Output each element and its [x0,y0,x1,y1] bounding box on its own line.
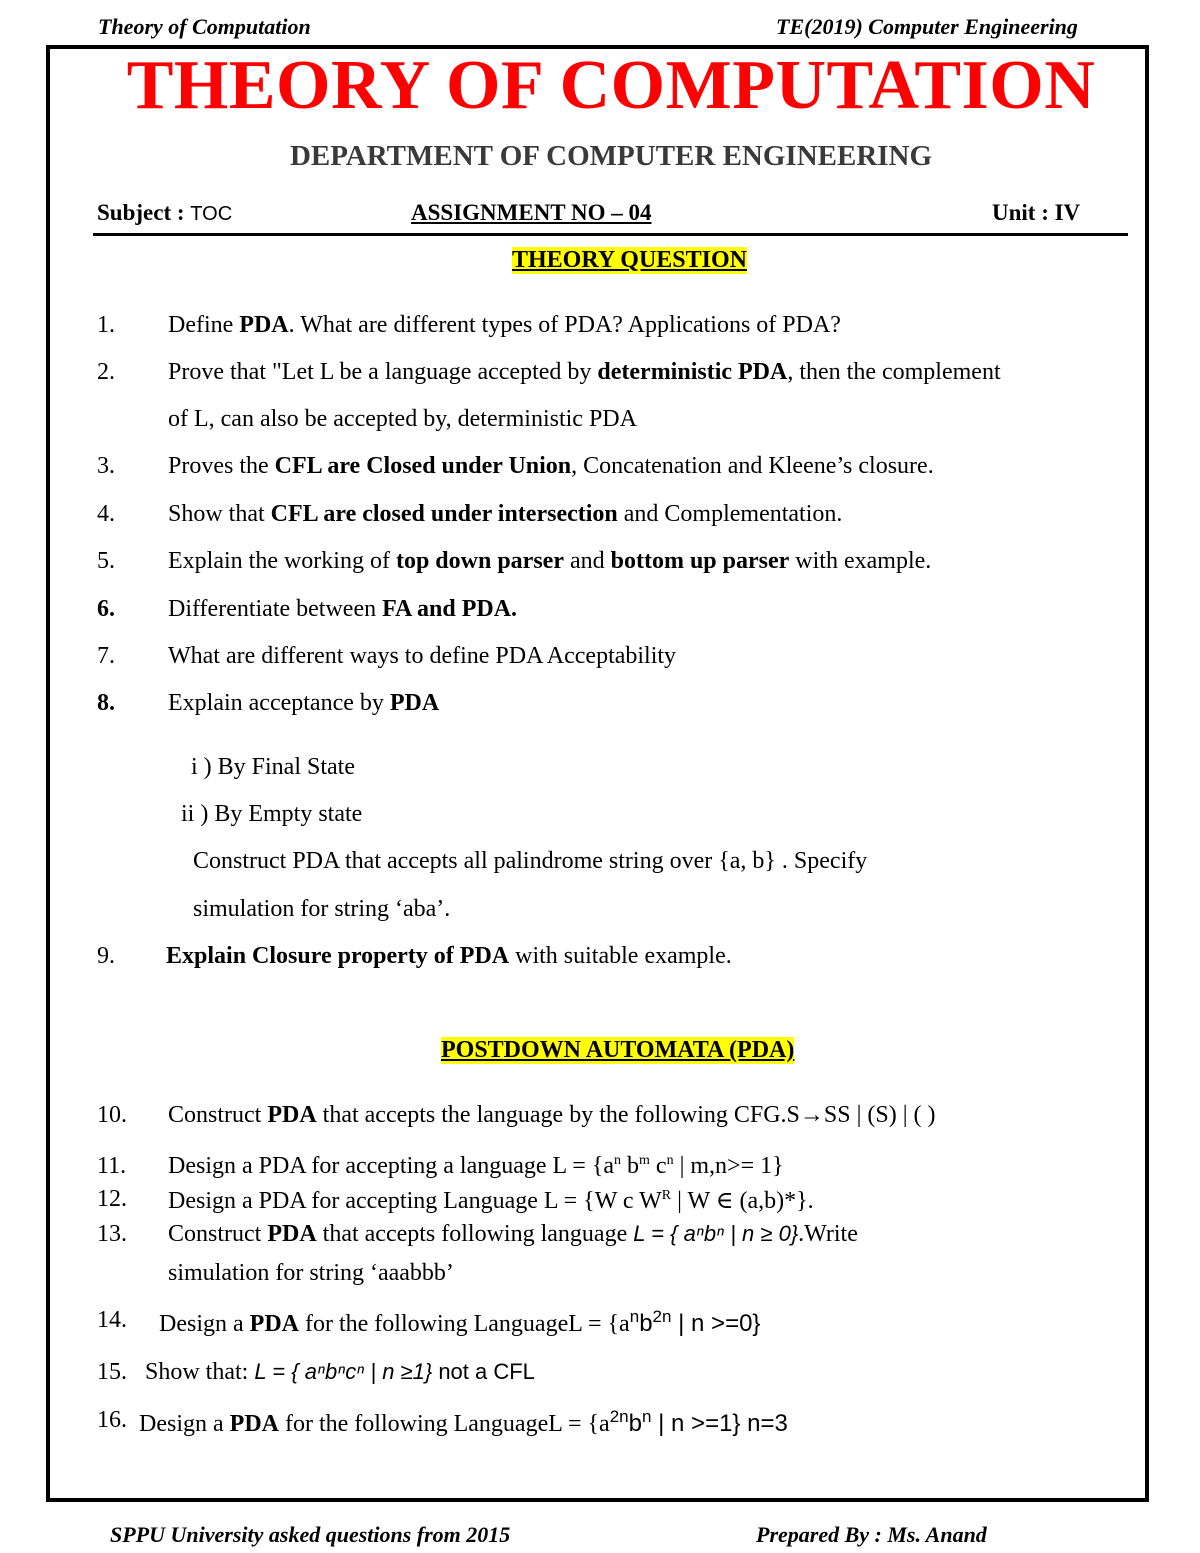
q16-text: Design a PDA for the following LanguageL = {$a^{2n}b^n$ | n >=1} n=3 [139,1407,788,1437]
footer-right: Prepared By : Ms. Anand [756,1522,987,1547]
department: DEPARTMENT OF COMPUTER ENGINEERING [289,140,933,172]
q1-number: 1. [97,312,115,338]
q13-number: 13. [97,1221,127,1247]
q4-number: 4. [97,501,115,527]
subject-label: Subject : [97,200,185,225]
q8-text: Explain acceptance by PDA [168,690,440,716]
section-heading-theory: THEORY QUESTION [512,247,747,273]
q5-number: 5. [97,548,115,574]
footer-left: SPPU University asked questions from 2015 [110,1522,511,1547]
q4-text: Show that CFL are closed under intersection and Complementation. [168,501,843,527]
q2-number: 2. [97,359,115,385]
q2-text: Prove that "Let L be a language accepted by deterministic PDA, then the complement [168,359,1001,385]
q5-text: Explain the working of top down parser and bottom up parser with example. [168,548,932,574]
q9-number: 9. [97,943,115,969]
q8-construct-cont: simulation for string ‘aba’. [193,896,451,922]
q15-number: 15. [97,1359,127,1385]
q14-text: Design a PDA for the following LanguageL = {$a^nb^{2n}$ | n >=0} [159,1307,761,1337]
subject-value: TOC [190,203,233,225]
subject [97,200,232,226]
q6-text: Differentiate between FA and PDA. [168,596,518,622]
q9-text: Explain Closure property of PDA with suitable example. [166,943,732,969]
q1-text: Define PDA. What are different types of PDA? Applications of PDA? [168,312,841,338]
q8-construct: Construct PDA that accepts all palindrome string over {a, b} . Specify [193,848,868,874]
q15-text: Show that: L = { aⁿbⁿcⁿ | n ≥1} not a CFL [145,1359,535,1385]
q13-text: Construct PDA that accepts following language L = { aⁿbⁿ | n ≥ 0}.Write [168,1221,858,1247]
q12-text: Design a PDA for accepting Language L = {W c $W^R$ | W ∈ (a,b)*}. [168,1188,814,1214]
q2-text-cont: of L, can also be accepted by, deterministic PDA [168,406,637,432]
q6-number: 6. [97,596,115,622]
q14-number: 14. [97,1307,127,1333]
q8-option-ii: ii ) By Empty state [181,801,363,827]
q10-text: Construct PDA that accepts the language by the following CFG.S→SS | (S) | ( ) [168,1102,936,1128]
q8-option-i: i ) By Final State [191,754,355,780]
header-right: TE(2019) Computer Engineering [776,14,1078,39]
q11-text: Design a PDA for accepting a language $L = \{a^n$ $b^m$ $c^n$ | m,n>= 1} [168,1153,784,1179]
q8-number: 8. [97,690,115,716]
q3-number: 3. [97,453,115,479]
page-title: THEORY OF COMPUTATION [126,47,1096,124]
q7-text: What are different ways to define PDA Acceptability [168,643,677,669]
divider [93,233,1128,236]
q13-math: L = { aⁿbⁿ | n ≥ 0} [633,1221,799,1246]
q3-text: Proves the CFL are Closed under Union, Concatenation and Kleene’s closure. [168,453,934,479]
q12-number: 12. [97,1186,127,1212]
q7-number: 7. [97,643,115,669]
section-heading-pda: POSTDOWN AUTOMATA (PDA) [441,1037,795,1063]
header-left: Theory of Computation [98,14,311,39]
q15-math: L = { aⁿbⁿcⁿ | n ≥1} [254,1359,433,1384]
unit: Unit : IV [992,200,1081,225]
q11-number: 11. [97,1153,127,1179]
q16-number: 16. [97,1407,127,1433]
q10-number: 10. [97,1102,127,1128]
q13-text-cont: simulation for string ‘aaabbb’ [168,1260,454,1286]
assignment-number: ASSIGNMENT NO – 04 [411,200,652,225]
